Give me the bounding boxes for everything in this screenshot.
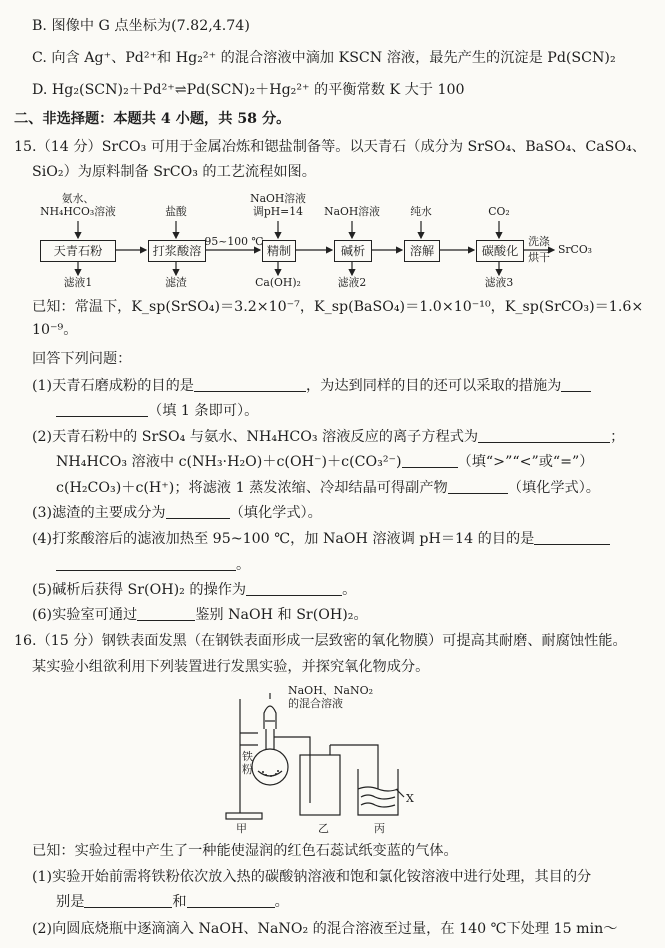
step-alkali-precip: 碱析 [334, 240, 372, 262]
product-srco3: SrCO₃ [558, 243, 592, 256]
reagent-label-1: NaOH、NaNO₂ [288, 684, 374, 697]
blank-5 [246, 581, 342, 596]
q15-sub4-line1: (4)打浆酸溶后的滤液加热至 95~100 ℃，加 NaOH 溶液调 pH＝14 的目的是 [32, 530, 651, 548]
step-celestite-powder: 天青石粉 [40, 240, 116, 262]
blank-1a [194, 377, 306, 392]
step-carbonation: 碳酸化 [476, 240, 524, 262]
blank-1b-start [561, 377, 591, 392]
reagent-ammonia: 氨水、 [61, 192, 95, 205]
q15-sub2-line3: c(H₂CO₃)＋c(H⁺)；将滤液 1 蒸发浓缩、冷却结晶可得副产物 （填化学式）。 [56, 480, 600, 496]
option-d: D. Hg₂(SCN)₂＋Pd²⁺⇌Pd(SCN)₂＋Hg₂²⁺ 的平衡常数 K 大于 100 [32, 82, 465, 98]
wash-label: 洗涤 [528, 235, 550, 248]
blank-16-1b [187, 893, 275, 908]
option-b: B. 图像中 G 点坐标为(7.82,4.74) [32, 18, 250, 34]
blank-16-1a [84, 893, 172, 908]
section-header: 二、非选择题：本题共 4 小题，共 58 分。 [14, 111, 291, 127]
output-caoh2: Ca(OH)₂ [255, 276, 301, 289]
apparatus-diagram [218, 685, 428, 835]
option-c: C. 向含 Ag⁺、Pd²⁺和 Hg₂²⁺ 的混合溶液中滴加 KSCN 溶液，最先产生的沉淀是 Pd(SCN)₂ [32, 50, 616, 66]
output-filtrate1: 滤液1 [63, 276, 93, 289]
q15-stem-line2: SiO₂）为原料制备 SrCO₃ 的工艺流程如图。 [32, 164, 316, 180]
step-refine: 精制 [262, 240, 296, 262]
q15-sub3: (3)滤渣的主要成分为 （填化学式）。 [32, 505, 322, 521]
step-slurry-acid: 打浆酸溶 [148, 240, 206, 262]
process-flowchart [34, 193, 654, 293]
step-dissolve: 溶解 [404, 240, 440, 262]
q15-prompt: 回答下列问题： [32, 351, 132, 367]
q15-sub6: (6)实验室可通过 鉴别 NaOH 和 Sr(OH)₂。 [32, 607, 368, 623]
blank-2c [448, 479, 508, 494]
q15-sub1-line2: （填 1 条即可）。 [56, 402, 651, 420]
q15-sub1-line1: (1)天青石磨成粉的目的是 ，为达到同样的目的还可以采取的措施为 [32, 377, 651, 395]
reagent-label-2: 的混合溶液 [288, 697, 343, 710]
output-filtrate3: 滤液3 [484, 276, 514, 289]
q16-stem-line2: 某实验小组欲利用下列装置进行发黑实验，并探究氧化物成分。 [32, 659, 430, 675]
blank-3 [166, 504, 230, 519]
dry-label: 烘干 [528, 251, 550, 264]
q15-sub2-line2: NH₄HCO₃ 溶液中 c(NH₃·H₂O)＋c(OH⁻)＋c(CO₃²⁻) （填“>”“<”或“=”） [56, 454, 594, 470]
temp-label: 95~100 ℃ [204, 235, 264, 248]
reagent-water: 纯水 [410, 205, 432, 218]
label-jia: 甲 [236, 822, 247, 835]
label-bing: 丙 [374, 822, 385, 835]
reagent-nh4hco3: NH₄HCO₃溶液 [40, 205, 116, 218]
output-residue: 滤渣 [165, 276, 187, 289]
label-yi: 乙 [318, 822, 329, 835]
reagent-co2: CO₂ [488, 205, 510, 218]
blank-6 [137, 606, 195, 621]
iron-label-1: 铁 [242, 750, 253, 763]
q16-sub1-line2: 别是 和 。 [56, 894, 289, 910]
q15-sub2-line1: (2)天青石粉中的 SrSO₄ 与氨水、NH₄HCO₃ 溶液反应的离子方程式为 ； [32, 429, 625, 445]
blank-2a [478, 428, 610, 443]
blank-4a [534, 530, 610, 545]
q15-sub5: (5)碱析后获得 Sr(OH)₂ 的操作为 。 [32, 582, 357, 598]
x-label: X [406, 792, 414, 805]
q15-known-line1: 已知：常温下，K_sp(SrSO₄)＝3.2×10⁻⁷，K_sp(BaSO₄)＝1.0×10⁻¹⁰，K_sp(SrCO₃)＝1.6× [32, 299, 644, 315]
q16-stem-line1: 16.（15 分）钢铁表面发黑（在钢铁表面形成一层致密的氧化物膜）可提高其耐磨、耐腐蚀性能。 [14, 633, 627, 649]
iron-label-2: 粉 [242, 763, 253, 776]
blank-2b [402, 453, 458, 468]
q15-known-line2: 10⁻⁹。 [32, 322, 78, 338]
output-filtrate2: 滤液2 [337, 276, 367, 289]
reagent-ph14: 调pH=14 [253, 205, 303, 218]
reagent-naoh-2: NaOH溶液 [324, 205, 380, 218]
q16-sub1-line1: (1)实验开始前需将铁粉依次放入热的碳酸钠溶液和饱和氯化铵溶液中进行处理，其目的分 [32, 869, 592, 885]
reagent-naoh-1: NaOH溶液 [250, 192, 306, 205]
reagent-hcl: 盐酸 [165, 205, 187, 218]
q16-known: 已知：实验过程中产生了一种能使湿润的红色石蕊试纸变蓝的气体。 [32, 843, 458, 859]
blank-1b [56, 402, 148, 417]
q15-stem-line1: 15.（14 分）SrCO₃ 可用于金属冶炼和锶盐制备等。以天青石（成分为 SrSO₄、BaSO₄、CaSO₄、 [14, 139, 646, 155]
blank-4b [56, 556, 236, 571]
q15-sub4-line2: 。 [56, 556, 651, 574]
q16-sub2-line1: (2)向圆底烧瓶中逐滴滴入 NaOH、NaNO₂ 的混合溶液至过量，在 140 ℃下处理 15 min～ [32, 921, 618, 937]
